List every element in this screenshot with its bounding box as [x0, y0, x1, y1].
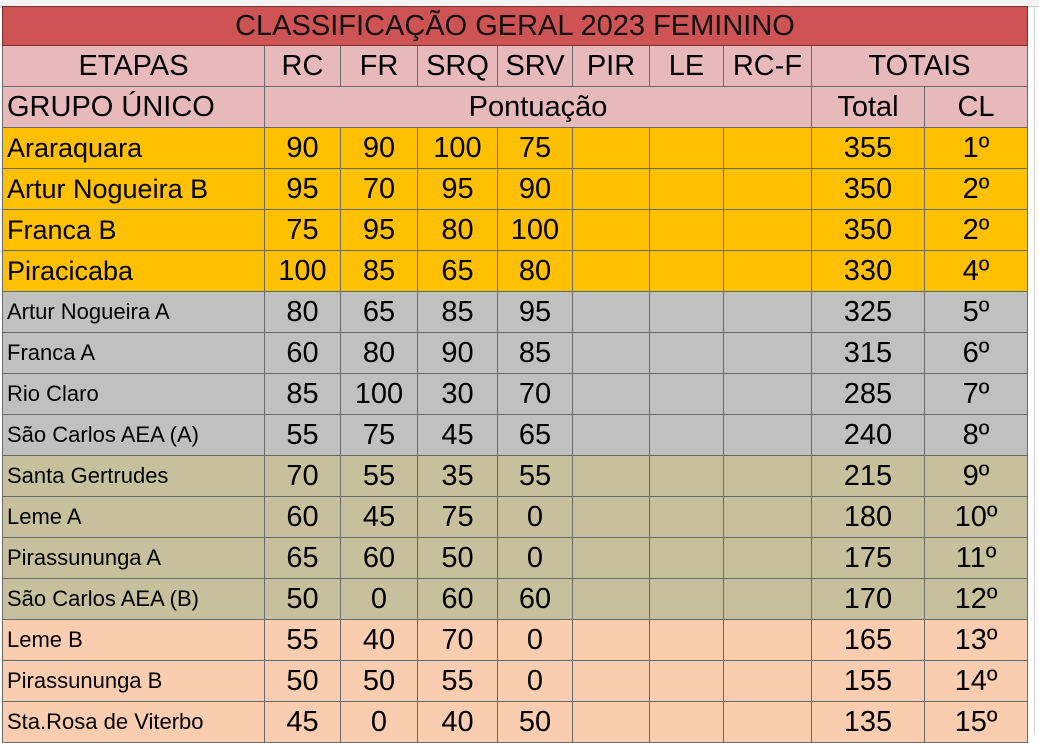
- score-cell[interactable]: 90: [265, 128, 341, 169]
- score-cell[interactable]: [650, 497, 724, 538]
- score-cell[interactable]: [724, 210, 812, 251]
- score-cell[interactable]: [573, 251, 650, 292]
- score-cell[interactable]: 50: [265, 579, 341, 620]
- score-cell[interactable]: 65: [498, 415, 573, 456]
- stage-header[interactable]: RC: [265, 46, 341, 87]
- score-cell[interactable]: [650, 210, 724, 251]
- score-cell[interactable]: 45: [341, 497, 418, 538]
- score-cell[interactable]: 75: [341, 415, 418, 456]
- total-cell[interactable]: 180: [812, 497, 925, 538]
- team-name-cell[interactable]: São Carlos AEA (B): [3, 579, 265, 620]
- pontuacao-header[interactable]: Pontuação: [265, 87, 812, 128]
- total-cell[interactable]: 325: [812, 292, 925, 333]
- score-cell[interactable]: 0: [341, 579, 418, 620]
- score-cell[interactable]: 0: [498, 661, 573, 702]
- table-row: [3, 374, 1028, 415]
- score-cell[interactable]: 0: [498, 538, 573, 579]
- score-cell[interactable]: 60: [498, 579, 573, 620]
- score-cell[interactable]: 95: [341, 210, 418, 251]
- score-cell[interactable]: 60: [341, 538, 418, 579]
- score-cell[interactable]: 95: [418, 169, 498, 210]
- rank-cell[interactable]: 2º: [925, 169, 1028, 210]
- score-cell[interactable]: 55: [341, 456, 418, 497]
- total-cell[interactable]: 315: [812, 333, 925, 374]
- score-cell[interactable]: [724, 620, 812, 661]
- score-cell[interactable]: 0: [341, 702, 418, 743]
- total-cell[interactable]: 215: [812, 456, 925, 497]
- score-cell[interactable]: 60: [265, 333, 341, 374]
- total-cell[interactable]: 350: [812, 210, 925, 251]
- gridline: [1034, 6, 1035, 734]
- score-cell[interactable]: [724, 456, 812, 497]
- etapas-label[interactable]: ETAPAS: [3, 46, 265, 87]
- team-name-cell[interactable]: Leme B: [3, 620, 265, 661]
- score-cell[interactable]: [573, 702, 650, 743]
- stage-header[interactable]: PIR: [573, 46, 650, 87]
- score-cell[interactable]: 50: [498, 702, 573, 743]
- score-cell[interactable]: [724, 169, 812, 210]
- score-cell[interactable]: 90: [418, 333, 498, 374]
- score-cell[interactable]: 100: [341, 374, 418, 415]
- score-cell[interactable]: [724, 579, 812, 620]
- table-row: [3, 169, 1028, 210]
- score-cell[interactable]: 65: [418, 251, 498, 292]
- total-cell[interactable]: 165: [812, 620, 925, 661]
- table-row: [3, 538, 1028, 579]
- total-cell[interactable]: 330: [812, 251, 925, 292]
- score-cell[interactable]: [650, 620, 724, 661]
- score-cell[interactable]: [724, 333, 812, 374]
- rank-cell[interactable]: 6º: [925, 333, 1028, 374]
- score-cell[interactable]: [650, 333, 724, 374]
- score-cell[interactable]: 80: [265, 292, 341, 333]
- score-cell[interactable]: [650, 702, 724, 743]
- score-cell[interactable]: 65: [265, 538, 341, 579]
- score-cell[interactable]: 90: [498, 169, 573, 210]
- score-cell[interactable]: [573, 128, 650, 169]
- score-cell[interactable]: 100: [265, 251, 341, 292]
- table-row: [3, 292, 1028, 333]
- score-cell[interactable]: [724, 128, 812, 169]
- team-name-cell[interactable]: Piracicaba: [3, 251, 265, 292]
- score-cell[interactable]: [724, 497, 812, 538]
- rank-cell[interactable]: 15º: [925, 702, 1028, 743]
- score-cell[interactable]: 80: [341, 333, 418, 374]
- score-cell[interactable]: 90: [341, 128, 418, 169]
- score-cell[interactable]: [573, 538, 650, 579]
- score-cell[interactable]: 40: [341, 620, 418, 661]
- score-cell[interactable]: 100: [498, 210, 573, 251]
- sheet-title[interactable]: CLASSIFICAÇÃO GERAL 2023 FEMININO: [3, 7, 1028, 46]
- rank-cell[interactable]: 7º: [925, 374, 1028, 415]
- score-cell[interactable]: 100: [418, 128, 498, 169]
- score-cell[interactable]: [573, 415, 650, 456]
- total-cell[interactable]: 155: [812, 661, 925, 702]
- table-row: [3, 333, 1028, 374]
- table-row: [3, 251, 1028, 292]
- score-cell[interactable]: [724, 251, 812, 292]
- total-cell[interactable]: 350: [812, 169, 925, 210]
- score-cell[interactable]: 85: [418, 292, 498, 333]
- title-row: [3, 7, 1028, 46]
- rank-cell[interactable]: 2º: [925, 210, 1028, 251]
- score-cell[interactable]: [650, 292, 724, 333]
- score-cell[interactable]: [724, 292, 812, 333]
- score-cell[interactable]: 70: [418, 620, 498, 661]
- score-cell[interactable]: [650, 579, 724, 620]
- score-cell[interactable]: [724, 374, 812, 415]
- rank-cell[interactable]: 13º: [925, 620, 1028, 661]
- score-cell[interactable]: 75: [498, 128, 573, 169]
- team-name-cell[interactable]: Artur Nogueira A: [3, 292, 265, 333]
- group-label[interactable]: GRUPO ÚNICO: [3, 87, 265, 128]
- score-cell[interactable]: [573, 169, 650, 210]
- score-cell[interactable]: 75: [418, 497, 498, 538]
- total-header[interactable]: Total: [812, 87, 925, 128]
- score-cell[interactable]: 70: [498, 374, 573, 415]
- total-cell[interactable]: 285: [812, 374, 925, 415]
- total-cell[interactable]: 135: [812, 702, 925, 743]
- stage-header[interactable]: SRV: [498, 46, 573, 87]
- score-cell[interactable]: 55: [265, 620, 341, 661]
- score-cell[interactable]: 85: [265, 374, 341, 415]
- score-cell[interactable]: 50: [265, 661, 341, 702]
- score-cell[interactable]: [650, 251, 724, 292]
- score-cell[interactable]: 85: [498, 333, 573, 374]
- score-cell[interactable]: [650, 456, 724, 497]
- cl-header[interactable]: CL: [925, 87, 1028, 128]
- rank-cell[interactable]: 11º: [925, 538, 1028, 579]
- table-row: [3, 497, 1028, 538]
- team-name-cell[interactable]: São Carlos AEA (A): [3, 415, 265, 456]
- score-cell[interactable]: 65: [341, 292, 418, 333]
- score-cell[interactable]: 45: [265, 702, 341, 743]
- team-name-cell[interactable]: Pirassununga B: [3, 661, 265, 702]
- stages-header-row: [3, 46, 1028, 87]
- subheader-row: [3, 87, 1028, 128]
- stage-header[interactable]: FR: [341, 46, 418, 87]
- score-cell[interactable]: 70: [265, 456, 341, 497]
- score-cell[interactable]: 75: [265, 210, 341, 251]
- rank-cell[interactable]: 9º: [925, 456, 1028, 497]
- score-cell[interactable]: 60: [418, 579, 498, 620]
- team-name-cell[interactable]: Leme A: [3, 497, 265, 538]
- score-cell[interactable]: [573, 497, 650, 538]
- team-name-cell[interactable]: Pirassununga A: [3, 538, 265, 579]
- score-cell[interactable]: [573, 661, 650, 702]
- score-cell[interactable]: 0: [498, 620, 573, 661]
- score-cell[interactable]: 85: [341, 251, 418, 292]
- score-cell[interactable]: [650, 538, 724, 579]
- table-row: [3, 456, 1028, 497]
- rank-cell[interactable]: 10º: [925, 497, 1028, 538]
- team-name-cell[interactable]: Rio Claro: [3, 374, 265, 415]
- total-cell[interactable]: 355: [812, 128, 925, 169]
- score-cell[interactable]: 50: [418, 538, 498, 579]
- stage-header[interactable]: SRQ: [418, 46, 498, 87]
- team-name-cell[interactable]: Franca A: [3, 333, 265, 374]
- score-cell[interactable]: 80: [498, 251, 573, 292]
- team-name-cell[interactable]: Santa Gertrudes: [3, 456, 265, 497]
- score-cell[interactable]: 95: [265, 169, 341, 210]
- score-cell[interactable]: [724, 538, 812, 579]
- rank-cell[interactable]: 14º: [925, 661, 1028, 702]
- score-cell[interactable]: 70: [341, 169, 418, 210]
- total-cell[interactable]: 175: [812, 538, 925, 579]
- score-cell[interactable]: [650, 661, 724, 702]
- team-name-cell[interactable]: Artur Nogueira B: [3, 169, 265, 210]
- table-row: [3, 128, 1028, 169]
- score-cell[interactable]: [724, 415, 812, 456]
- score-cell[interactable]: [650, 374, 724, 415]
- total-cell[interactable]: 170: [812, 579, 925, 620]
- score-cell[interactable]: [573, 579, 650, 620]
- score-cell[interactable]: [573, 620, 650, 661]
- total-cell[interactable]: 240: [812, 415, 925, 456]
- rank-cell[interactable]: 1º: [925, 128, 1028, 169]
- score-cell[interactable]: 55: [498, 456, 573, 497]
- score-cell[interactable]: 55: [265, 415, 341, 456]
- score-cell[interactable]: [650, 415, 724, 456]
- score-cell[interactable]: 80: [418, 210, 498, 251]
- score-cell[interactable]: 50: [341, 661, 418, 702]
- score-cell[interactable]: [573, 374, 650, 415]
- rank-cell[interactable]: 12º: [925, 579, 1028, 620]
- team-name-cell[interactable]: Araraquara: [3, 128, 265, 169]
- rank-cell[interactable]: 8º: [925, 415, 1028, 456]
- score-cell[interactable]: 0: [498, 497, 573, 538]
- totais-header[interactable]: TOTAIS: [812, 46, 1028, 87]
- score-cell[interactable]: 40: [418, 702, 498, 743]
- score-cell[interactable]: [650, 128, 724, 169]
- score-cell[interactable]: 35: [418, 456, 498, 497]
- score-cell[interactable]: [573, 333, 650, 374]
- score-cell[interactable]: 45: [418, 415, 498, 456]
- rank-cell[interactable]: 5º: [925, 292, 1028, 333]
- score-cell[interactable]: 30: [418, 374, 498, 415]
- table-row: [3, 661, 1028, 702]
- table-row: [3, 702, 1028, 743]
- score-cell[interactable]: [724, 661, 812, 702]
- standings-table: [2, 6, 1028, 743]
- rank-cell[interactable]: 4º: [925, 251, 1028, 292]
- stage-header[interactable]: RC-F: [724, 46, 812, 87]
- table-row: [3, 620, 1028, 661]
- table-row: [3, 415, 1028, 456]
- score-cell[interactable]: [573, 456, 650, 497]
- score-cell[interactable]: 95: [498, 292, 573, 333]
- table-row: [3, 210, 1028, 251]
- score-cell[interactable]: [573, 292, 650, 333]
- team-name-cell[interactable]: Franca B: [3, 210, 265, 251]
- score-cell[interactable]: 55: [418, 661, 498, 702]
- score-cell[interactable]: [724, 702, 812, 743]
- table-row: [3, 579, 1028, 620]
- team-name-cell[interactable]: Sta.Rosa de Viterbo: [3, 702, 265, 743]
- score-cell[interactable]: [650, 169, 724, 210]
- stage-header[interactable]: LE: [650, 46, 724, 87]
- score-cell[interactable]: 60: [265, 497, 341, 538]
- score-cell[interactable]: [573, 210, 650, 251]
